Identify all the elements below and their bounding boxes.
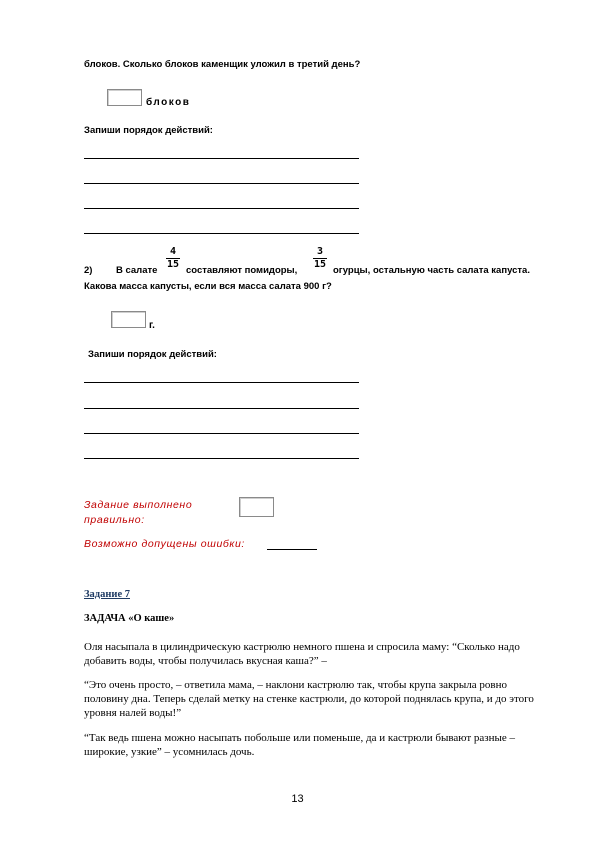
task2-number: 2) — [84, 265, 93, 276]
errors-input-line[interactable] — [267, 549, 317, 550]
task2-question: Какова масса капусты, если вся масса салата 900 г? — [84, 281, 332, 292]
page-number: 13 — [291, 793, 304, 805]
done-label-line1: Задание выполнено — [84, 499, 193, 511]
fraction-denominator: 15 — [313, 259, 327, 270]
answer-box-blocks[interactable] — [107, 89, 142, 106]
answer-line[interactable] — [84, 382, 359, 383]
unit-blocks: блоков — [146, 97, 191, 108]
done-check-box[interactable] — [239, 497, 274, 517]
fraction-denominator: 15 — [166, 259, 180, 270]
task7-heading: Задание 7 — [84, 589, 130, 600]
answer-line[interactable] — [84, 233, 359, 234]
order-label-2: Запиши порядок действий: — [88, 349, 217, 360]
task7-paragraph-3: “Так ведь пшена можно насыпать побольше или поменьше, да и кастрюли бывают разные – широкие, узкие” – усомнилась дочь. — [84, 732, 516, 758]
task2-text-part3: огурцы, остальную часть салата капуста. — [333, 265, 530, 276]
done-label-line2: правильно: — [84, 514, 145, 526]
task2-text-part2: составляют помидоры, — [186, 265, 298, 276]
fraction-numerator: 3 — [316, 246, 324, 257]
answer-line[interactable] — [84, 208, 359, 209]
fraction-3-15 — [313, 247, 327, 270]
answer-line[interactable] — [84, 183, 359, 184]
question-tail: блоков. Сколько блоков каменщик уложил в третий день? — [84, 59, 361, 70]
fraction-numerator: 4 — [169, 246, 177, 257]
task7-paragraph-1: Оля насыпала в цилиндрическую кастрюлю немного пшена и спросила маму: “Сколько надо добавить воды, чтобы получилась вкусная каша?” – — [84, 641, 520, 667]
order-label-1: Запиши порядок действий: — [84, 125, 213, 136]
answer-line[interactable] — [84, 158, 359, 159]
answer-line[interactable] — [84, 408, 359, 409]
answer-line[interactable] — [84, 458, 359, 459]
task2-text-part1: В салате — [116, 265, 158, 276]
answer-box-grams[interactable] — [111, 311, 146, 328]
errors-label: Возможно допущены ошибки: — [84, 538, 245, 550]
task7-paragraph-2: “Это очень просто, – ответила мама, – наклони кастрюлю так, чтобы крупа закрыла ровно половину дна. Теперь сделай метку на стенке кастрюли, до которой поднялась крупа, и до этого уровня налей воды!” — [84, 679, 534, 719]
answer-line[interactable] — [84, 433, 359, 434]
unit-grams: г. — [149, 320, 155, 331]
task7-title: ЗАДАЧА «О каше» — [84, 613, 175, 624]
fraction-4-15 — [166, 247, 180, 270]
